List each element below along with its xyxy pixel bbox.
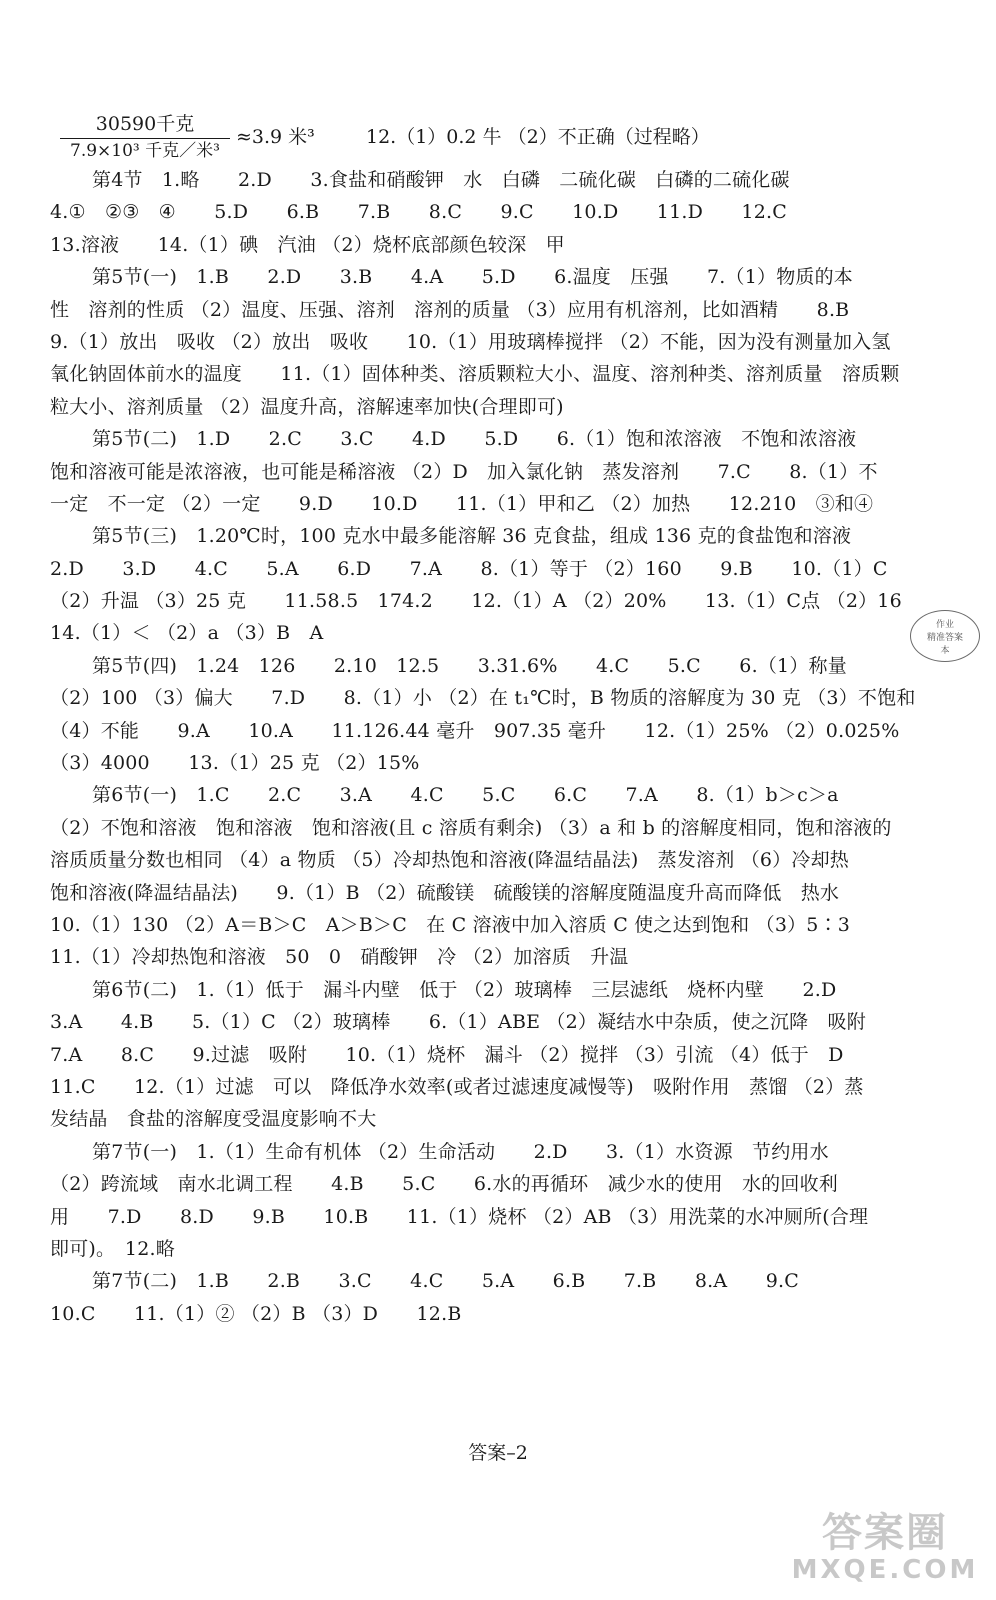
answer-line: 10.C 11.（1）② （2）B （3）D 12.B bbox=[50, 1302, 462, 1325]
fraction-row bbox=[50, 112, 956, 164]
answer-line: 第5节(一) 1.B 2.D 3.B 4.A 5.D 6.温度 压强 7.（1）物质的本 bbox=[92, 266, 854, 289]
answer-line: 14.（1）＜ （2）a （3）B A bbox=[50, 622, 324, 645]
answer-line: 性 溶剂的性质 （2）温度、压强、溶剂 溶剂的质量 （3）应用有机溶剂，比如酒精 8.B bbox=[50, 298, 850, 321]
page-footer: 答案–2 bbox=[468, 1442, 528, 1464]
answer-line: 发结晶 食盐的溶解度受温度影响不大 bbox=[50, 1108, 377, 1131]
fraction-denominator: 7.9×10³ 千克／米³ bbox=[70, 141, 220, 161]
answer-line: 10.（1）130 （2）A＝B＞C A＞B＞C 在 C 溶液中加入溶质 C 使之达到饱和 （3）5∶3 bbox=[50, 913, 851, 936]
answer-line: 粒大小、溶剂质量 （2）温度升高，溶解速率加快(合理即可) bbox=[50, 395, 564, 418]
answer-line: 3.A 4.B 5.（1）C （2）玻璃棒 6.（1）ABE （2）凝结水中杂质，使之沉降 吸附 bbox=[50, 1011, 866, 1034]
answer-line: 第6节(一) 1.C 2.C 3.A 4.C 5.C 6.C 7.A 8.（1）b＞c＞a bbox=[92, 784, 839, 807]
answer-line: 9.（1）放出 吸收 （2）放出 吸收 10.（1）用玻璃棒搅拌 （2）不能，因为没有测量加入氢 bbox=[50, 330, 891, 353]
answer-line: 用 7.D 8.D 9.B 10.B 11.（1）烧杯 （2）AB （3）用洗菜的水冲厕所(合理 bbox=[50, 1205, 869, 1228]
answer-page bbox=[50, 112, 956, 1330]
answer-line: 第5节(四) 1.24 126 2.10 12.5 3.31.6% 4.C 5.C 6.（1）称量 bbox=[92, 654, 847, 677]
fraction bbox=[60, 112, 230, 163]
answer-line: 第4节 1.略 2.D 3.食盐和硝酸钾 水 白磷 二硫化碳 白磷的二硫化碳 bbox=[92, 169, 790, 191]
answer-lines bbox=[50, 164, 956, 1330]
answer-line: 4.① ②③ ④ 5.D 6.B 7.B 8.C 9.C 10.D 11.D 12.C bbox=[50, 201, 787, 224]
watermark-bottom: MXQE.COM bbox=[791, 1555, 979, 1585]
answer-line: （2）升温 （3）25 克 11.58.5 174.2 12.（1）A （2）20% 13.（1）C点 （2）16 bbox=[50, 590, 902, 613]
answer-line: （2）跨流域 南水北调工程 4.B 5.C 6.水的再循环 减少水的使用 水的回收利 bbox=[50, 1173, 838, 1196]
watermark-logo bbox=[790, 1510, 980, 1590]
answer-line: 第7节(一) 1.（1）生命有机体 （2）生命活动 2.D 3.（1）水资源 节约用水 bbox=[92, 1140, 829, 1163]
fraction-numerator: 30590千克 bbox=[60, 112, 230, 139]
answer-line: 氧化钠固体前水的温度 11.（1）固体种类、溶质颗粒大小、温度、溶剂种类、溶剂质量 溶质颗 bbox=[50, 363, 900, 386]
answer-line: （2）100 （3）偏大 7.D 8.（1）小 （2）在 t₁℃时，B 物质的溶解度为 30 克 （3）不饱和 bbox=[50, 687, 916, 710]
answer-line: 第7节(二) 1.B 2.B 3.C 4.C 5.A 6.B 7.B 8.A 9.C bbox=[92, 1270, 799, 1293]
answer-line: （4）不能 9.A 10.A 11.126.44 毫升 907.35 毫升 12.（1）25% （2）0.025% bbox=[50, 719, 900, 742]
answer-line: （2）不饱和溶液 饱和溶液 饱和溶液(且 c 溶质有剩余) （3）a 和 b 的溶解度相同，饱和溶液的 bbox=[50, 816, 892, 839]
answer-line: 饱和溶液(降温结晶法) 9.（1）B （2）硫酸镁 硫酸镁的溶解度随温度升高而降低 热水 bbox=[50, 881, 840, 904]
answer-line: 13.溶液 14.（1）碘 汽油 （2）烧杯底部颜色较深 甲 bbox=[50, 233, 565, 256]
answer-line: 7.A 8.C 9.过滤 吸附 10.（1）烧杯 漏斗 （2）搅拌 （3）引流 （4）低于 D bbox=[50, 1043, 844, 1066]
answer-line: 一定 不一定 （2）一定 9.D 10.D 11.（1）甲和乙 （2）加热 12.210 ③和④ bbox=[50, 492, 874, 515]
answer-line: 即可)。 12.略 bbox=[50, 1237, 175, 1260]
fraction-result: ≈3.9 米³ bbox=[236, 126, 315, 148]
stamp-seal: 作业 精准答案 本 bbox=[910, 610, 980, 662]
answer-line: 溶质质量分数也相同 （4）a 物质 （5）冷却热饱和溶液(降温结晶法) 蒸发溶剂 （6）冷却热 bbox=[50, 849, 849, 872]
answer-line: 11.C 12.（1）过滤 可以 降低净水效率(或者过滤速度减慢等) 吸附作用 蒸馏 （2）蒸 bbox=[50, 1075, 864, 1098]
watermark-top: 答案圈 bbox=[822, 1510, 948, 1556]
answer-line: 11.（1）冷却热饱和溶液 50 0 硝酸钾 冷 （2）加溶质 升温 bbox=[50, 946, 629, 969]
answer-line: （3）4000 13.（1）25 克 （2）15% bbox=[50, 752, 420, 775]
answer-line: 2.D 3.D 4.C 5.A 6.D 7.A 8.（1）等于 （2）160 9.B 10.（1）C bbox=[50, 557, 888, 580]
answer-line: 饱和溶液可能是浓溶液，也可能是稀溶液 （2）D 加入氯化钠 蒸发溶剂 7.C 8.（1）不 bbox=[50, 460, 878, 483]
answer-line: 第5节(二) 1.D 2.C 3.C 4.D 5.D 6.（1）饱和浓溶液 不饱和浓溶液 bbox=[92, 428, 857, 451]
answer-line: 第6节(二) 1.（1）低于 漏斗内壁 低于 （2）玻璃棒 三层滤纸 烧杯内壁 2.D bbox=[92, 978, 837, 1001]
answer-line: 第5节(三) 1.20℃时，100 克水中最多能溶解 36 克食盐，组成 136 克的食盐饱和溶液 bbox=[92, 525, 852, 548]
fraction-after: 12.（1）0.2 牛 （2）不正确（过程略） bbox=[366, 126, 710, 148]
